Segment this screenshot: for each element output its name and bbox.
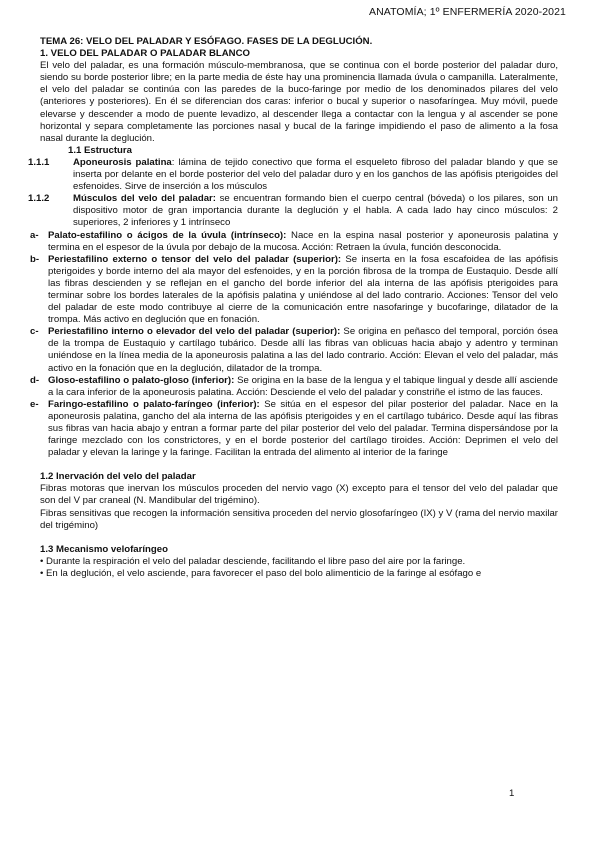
page-number: 1: [509, 788, 515, 799]
subsection-title: 1.3 Mecanismo velofaríngeo: [40, 543, 168, 555]
item-musculos: [28, 193, 558, 229]
document-title: TEMA 26: VELO DEL PALADAR Y ESÓFAGO. FASES DE LA DEGLUCIÓN.: [40, 36, 373, 47]
muscle-text: Se origina en la base de la lengua y el tabique lingual y desde allí asciende a la cara inferior de la aponeurosis palatina. Acción: Desciende el velo del paladar y constriñe el istmo de las fauces.: [48, 374, 559, 398]
muscle-label: c-: [30, 326, 39, 338]
muscle-label: b-: [30, 253, 40, 265]
muscle-item: [30, 398, 558, 459]
intro-paragraph: El velo del paladar, es una formación músculo-membranosa, que se continua con el borde posterior del paladar duro, siendo su borde posterior libre; en la parte media de éste hay una prominencia llamada úvula o campanilla. Lateralmente, el velo del paladar se continúa con las paredes de la buco-faringe por medio de los denominados pilares del velo (anteriores y posteriores). En él se diferencian dos caras: inferior o bucal y superior o nasofaríngea. Muy móvil, puede elevarse y descender a modo de puente levadizo, al descender llega a contactar con la lengua y al ascender se pone horizontal y separa completamente las porciones nasal y bucal de la faringe impidiendo el paso de alimento a la fosa nasal durante la deglución.: [40, 60, 558, 144]
subsection-title: 1.2 Inervación del velo del paladar: [40, 471, 196, 483]
paragraph: Fibras motoras que inervan los músculos proceden del nervio vago (X) excepto para el tensor del velo del paladar que son del V par craneal (N. Mandibular del trigémino).: [40, 483, 558, 507]
muscle-text: Se sitúa en el espesor del pilar posterior del paladar. Nace en la aponeurosis palatina, gancho del ala interna de las apófisis pterigoides y en el cartílago tubárico. Desde aquí las fibras sus fibras van hacia abajo y entran a formar parte del pilar posterior del velo del paladar. Termina dispersándose por la faringe mezclado con los constrictores, y en el borde posterior del cartílago tiroides. Acción: Deprimen el velo del paladar y elevan la laringe y la faringe. Facilitan la entrada del alimento al interior de la faringe: [48, 398, 558, 459]
muscle-text: Nace en la espina nasal posterior y aponeurosis palatina y termina en el espesor de la úvula por debajo de la mucosa. Acción: Retraen la úvula, función desconocida.: [48, 229, 558, 253]
muscle-name: Periestafilino externo o tensor del velo del paladar (superior):: [48, 253, 342, 265]
section-title: 1. VELO DEL PALADAR O PALADAR BLANCO: [40, 48, 251, 60]
subsection-title: 1.1 Estructura: [68, 144, 132, 156]
item-term: Aponeurosis palatina: [73, 156, 172, 168]
muscle-item: [30, 326, 558, 374]
item-term: Músculos del velo del paladar:: [73, 193, 216, 205]
muscle-item: [30, 374, 559, 399]
document-body: [28, 36, 559, 580]
item-text: : lámina de tejido conectivo que forma el esqueleto fibroso del paladar blando y que se inserta por delante en el borde posterior del velo del paladar duro y en los ganchos de las apófisis pterigoides del esfenoides. Sirve de inserción a los músculos: [73, 156, 559, 193]
muscle-label: a-: [30, 229, 39, 241]
bullet-item: • En la deglución, el velo asciende, para favorecer el paso del bolo alimenticio de la faringe al esófago e: [40, 567, 482, 579]
spacer: [40, 459, 558, 471]
bullet-item: • Durante la respiración el velo del paladar desciende, facilitando el libre paso del aire por la faringe.: [40, 555, 466, 567]
muscle-item: [30, 229, 558, 254]
muscle-label: e-: [30, 398, 39, 410]
item-number: 1.1.1: [28, 156, 50, 168]
paragraph: Fibras sensitivas que recogen la información sensitiva proceden del nervio glosofaríngeo (IX) y V (rama del nervio maxilar del trigémino): [40, 507, 558, 531]
muscle-label: d-: [30, 374, 40, 386]
muscle-name: Periestafilino interno o elevador del velo del paladar (superior):: [48, 326, 341, 338]
muscle-text: Se origina en peñasco del temporal, porción ósea de la trompa de Eustaquio y cartílago tubárico. Desde allí las fibras van oblicuas hacia abajo y adentro y terminan uniéndose en la línea media de la aponeurosis palatina a las del lado contrario. Acción: Elevan el velo del paladar, más activo en la fonación que en la deglución, dilatador de la trompa.: [48, 326, 558, 374]
page-header: ANATOMÍA; 1º ENFERMERÍA 2020-2021: [369, 6, 566, 18]
muscle-name: Faringo-estafilino o palato-faríngeo (inferior):: [48, 398, 260, 410]
item-aponeurosis: [28, 156, 559, 193]
spacer: [40, 532, 558, 544]
muscle-text: Se inserta en la fosa escafoidea de las apófisis pterigoides y borde interno del ala mayor del esfenoides, y en la porción fibrosa de la trompa de Eustaquio. Desde allí las fibras descienden y se reflejan en el gancho del borde inferior del ala interna de las apófisis pterigoides para terminar sobre los bordes laterales de la apófisis palatina y uniéndose al del lado contrario. Acciones: Tensor del velo del paladar de este modo contribuye al cierre de la comunicación entre nasofaringe y bucofaringe, dilatador de la trompa. Más activo en deglución que en fonación.: [48, 253, 558, 326]
muscle-name: Palato-estafilino o ácigos de la úvula (intrínseco):: [48, 229, 287, 241]
item-text: se encuentran formando bien el cuerpo central (bóveda) o los pilares, son un dispositivo motor de gran importancia durante la deglución y el habla. A cada lado hay cinco músculos: 2 superiores, 2 inferiores y 1 intrínseco: [73, 193, 558, 229]
muscle-item: [30, 253, 558, 327]
muscle-name: Gloso-estafilino o palato-gloso (inferior):: [48, 374, 235, 386]
item-number: 1.1.2: [28, 193, 50, 205]
